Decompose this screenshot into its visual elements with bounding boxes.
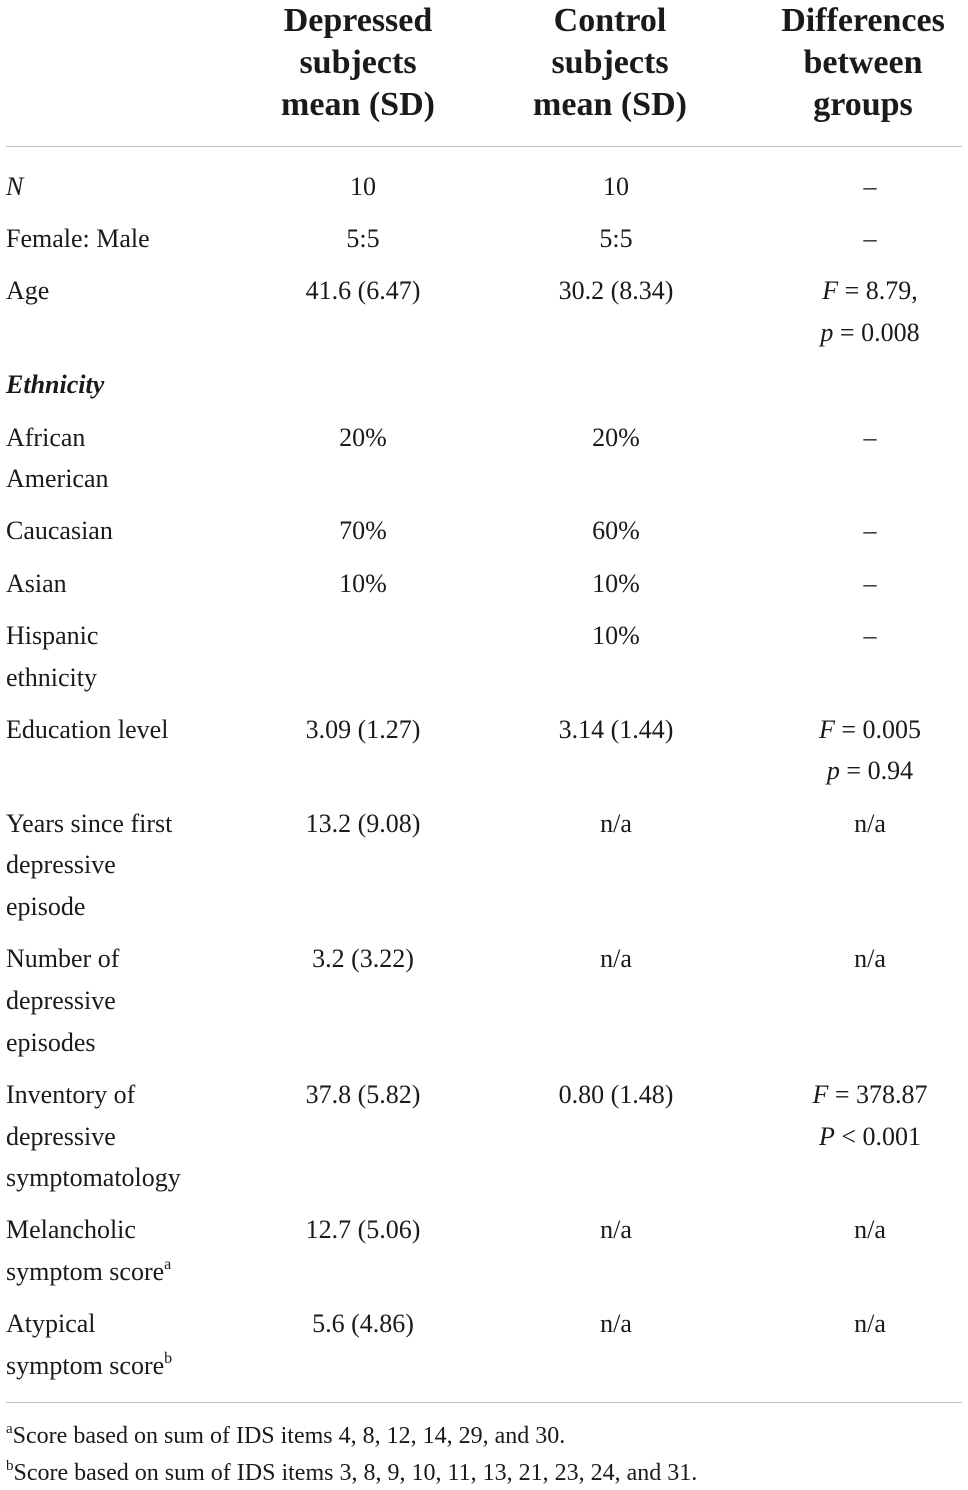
footnote-b: [6, 1459, 697, 1487]
header-control-subjects: [510, 0, 710, 126]
row-label: [0, 1074, 260, 1210]
cell-line: n/a: [854, 1309, 886, 1339]
row-label: [0, 510, 260, 562]
difference-cell: [766, 166, 968, 218]
cell-line: symptom score: [6, 1257, 165, 1287]
header-line: subjects: [551, 44, 669, 81]
footnote-mark: b: [164, 1350, 173, 1368]
control-value-cell: [466, 417, 766, 511]
cell-line: 0.80 (1.48): [558, 1079, 674, 1109]
table-row: [0, 563, 968, 615]
cell-line: symptomatology: [6, 1163, 181, 1193]
cell-line: 37.8 (5.82): [305, 1079, 421, 1109]
footnote-mark: a: [164, 1256, 172, 1274]
header-divider: [6, 146, 962, 147]
cell-line: 5:5: [599, 224, 633, 254]
row-label: [0, 1303, 260, 1397]
cell-line: Asian: [6, 568, 67, 598]
row-label: [0, 1209, 260, 1303]
row-label: [0, 563, 260, 615]
cell-line: n/a: [600, 944, 632, 974]
header-line: Control: [553, 2, 667, 39]
footnote-text: Score based on sum of IDS items 4, 8, 12, 14, 29, and 30.: [12, 1423, 566, 1449]
depressed-value-cell: [260, 938, 466, 1074]
control-value-cell: [466, 1303, 766, 1397]
section-row: [0, 364, 968, 416]
difference-cell: [766, 510, 968, 562]
control-value-cell: [466, 270, 766, 364]
cell-line: 5:5: [346, 224, 380, 254]
cell-line: 20%: [592, 422, 640, 452]
cell-line: 41.6 (6.47): [305, 276, 421, 306]
header-line: mean (SD): [281, 86, 435, 123]
stat-symbol: F: [812, 1079, 829, 1109]
footnote-a: [6, 1422, 565, 1450]
row-label: [0, 938, 260, 1074]
difference-cell: [766, 938, 968, 1074]
cell-line: –: [863, 620, 877, 650]
cell-line: 10%: [592, 620, 640, 650]
stat-value: = 0.008: [833, 318, 920, 348]
row-label: [0, 709, 260, 803]
depressed-value-cell: [260, 709, 466, 803]
row-label: [0, 218, 260, 270]
difference-cell: [766, 803, 968, 939]
difference-cell: [766, 1303, 968, 1397]
depressed-value-cell: [260, 1303, 466, 1397]
cell-line: 3.09 (1.27): [305, 714, 421, 744]
table-row: [0, 510, 968, 562]
cell-line: 3.14 (1.44): [558, 714, 674, 744]
control-value-cell: [466, 510, 766, 562]
depressed-value-cell: [260, 417, 466, 511]
cell-line: Number of: [6, 944, 120, 974]
cell-line: n/a: [600, 1215, 632, 1245]
table-row: [0, 417, 968, 511]
cell-line: Hispanic: [6, 620, 99, 650]
cell-line: n/a: [854, 1215, 886, 1245]
depressed-value-cell: [260, 803, 466, 939]
depressed-value-cell: [260, 615, 466, 709]
header-line: mean (SD): [533, 86, 687, 123]
cell-line: 30.2 (8.34): [558, 276, 674, 306]
header-line: groups: [813, 86, 913, 123]
cell-line: Atypical: [6, 1309, 96, 1339]
cell-line: Inventory of: [6, 1079, 136, 1109]
stat-symbol: F: [818, 714, 835, 744]
depressed-value-cell: [260, 270, 466, 364]
cell-line: 70%: [339, 516, 387, 546]
difference-cell: [766, 218, 968, 270]
cell-line: 60%: [592, 516, 640, 546]
table-row: [0, 166, 968, 218]
cell-line: African: [6, 422, 86, 452]
footnote-text: Score based on sum of IDS items 3, 8, 9, 10, 11, 13, 21, 23, 24, and 31.: [13, 1460, 698, 1486]
cell-line: 12.7 (5.06): [305, 1215, 421, 1245]
table-row: [0, 1074, 968, 1210]
cell-line: ethnicity: [6, 662, 97, 692]
control-value-cell: [466, 166, 766, 218]
stat-symbol: p: [826, 756, 840, 786]
depressed-value-cell: [260, 1074, 466, 1210]
table-row: [0, 218, 968, 270]
difference-cell: [766, 1209, 968, 1303]
stat-value: = 378.87: [828, 1079, 928, 1109]
demographics-table: [0, 166, 968, 1397]
footnote-mark: a: [6, 1421, 13, 1437]
cell-line: –: [863, 224, 877, 254]
cell-line: episodes: [6, 1027, 96, 1057]
control-value-cell: [466, 218, 766, 270]
stat-value: = 8.79,: [838, 276, 918, 306]
cell-line: depressive: [6, 1121, 116, 1151]
difference-cell: [766, 709, 968, 803]
stat-value: < 0.001: [834, 1121, 922, 1151]
stat-value: = 0.005: [834, 714, 922, 744]
control-value-cell: [466, 938, 766, 1074]
cell-line: –: [863, 422, 877, 452]
control-value-cell: [466, 803, 766, 939]
row-label: [0, 803, 260, 939]
cell-line: n/a: [600, 808, 632, 838]
header-line: Differences: [781, 2, 945, 39]
cell-line: episode: [6, 892, 86, 922]
cell-line: 10: [603, 172, 629, 201]
depressed-value-cell: [260, 166, 466, 218]
cell-line: –: [863, 516, 877, 546]
difference-cell: [766, 563, 968, 615]
table-body: [0, 166, 968, 1397]
row-label: [0, 270, 260, 364]
header-line: between: [803, 44, 923, 81]
stat-symbol: F: [822, 276, 839, 306]
difference-cell: [766, 1074, 968, 1210]
row-label: [0, 166, 260, 218]
cell-line: 3.2 (3.22): [312, 944, 414, 974]
cell-line: depressive: [6, 850, 116, 880]
stat-value: = 0.94: [839, 756, 914, 786]
difference-cell: [766, 270, 968, 364]
control-value-cell: [466, 563, 766, 615]
cell-line: symptom score: [6, 1351, 165, 1381]
header-differences-between-groups: [760, 0, 966, 126]
cell-line: n/a: [854, 944, 886, 974]
table-row: [0, 615, 968, 709]
difference-cell: [766, 615, 968, 709]
cell-line: N: [6, 172, 24, 201]
row-label: [0, 615, 260, 709]
control-value-cell: [466, 709, 766, 803]
control-value-cell: [466, 1209, 766, 1303]
header-line: subjects: [299, 44, 417, 81]
table-row: [0, 270, 968, 364]
depressed-value-cell: [260, 218, 466, 270]
cell-line: 5.6 (4.86): [312, 1309, 414, 1339]
table-row: [0, 938, 968, 1074]
depressed-value-cell: [260, 1209, 466, 1303]
table-row: [0, 709, 968, 803]
section-heading: Ethnicity: [6, 370, 105, 400]
table-row: [0, 803, 968, 939]
footnote-mark: b: [6, 1458, 14, 1474]
cell-line: 10%: [592, 568, 640, 598]
header-line: Depressed: [283, 2, 433, 39]
stat-symbol: P: [818, 1121, 835, 1151]
row-label: [0, 417, 260, 511]
control-value-cell: [466, 615, 766, 709]
table-row: [0, 1209, 968, 1303]
cell-line: Age: [6, 276, 50, 306]
cell-line: Melancholic: [6, 1215, 136, 1245]
control-value-cell: [466, 1074, 766, 1210]
header-depressed-subjects: [258, 0, 458, 126]
cell-line: 20%: [339, 422, 387, 452]
cell-line: Education level: [6, 714, 169, 744]
cell-line: –: [863, 172, 877, 201]
table-row: [0, 1303, 968, 1397]
depressed-value-cell: [260, 563, 466, 615]
cell-line: 10: [350, 172, 376, 201]
cell-line: American: [6, 464, 109, 494]
cell-line: Female: Male: [6, 224, 150, 254]
cell-line: –: [863, 568, 877, 598]
cell-line: depressive: [6, 985, 116, 1015]
depressed-value-cell: [260, 510, 466, 562]
difference-cell: [766, 417, 968, 511]
cell-line: Caucasian: [6, 516, 113, 546]
cell-line: Years since first: [6, 808, 173, 838]
stat-symbol: p: [820, 318, 834, 348]
cell-line: n/a: [600, 1309, 632, 1339]
cell-line: 10%: [339, 568, 387, 598]
cell-line: n/a: [854, 808, 886, 838]
footer-divider: [6, 1402, 962, 1403]
cell-line: 13.2 (9.08): [305, 808, 421, 838]
